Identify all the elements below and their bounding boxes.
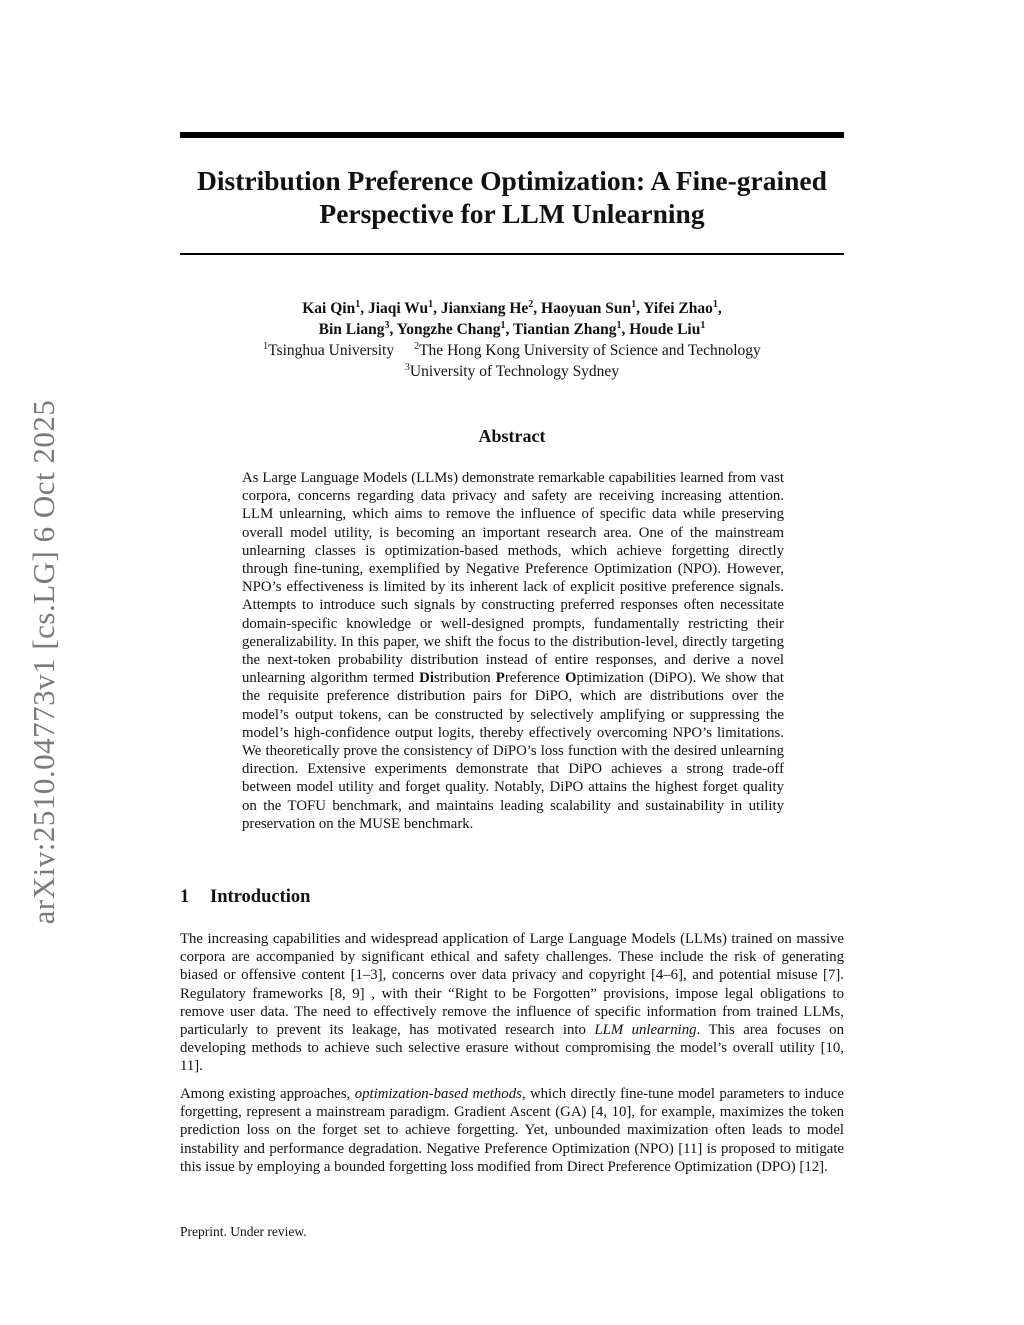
affiliation-name: Tsinghua University	[268, 342, 395, 359]
title-bottom-rule	[180, 253, 844, 255]
author-name: Kai Qin	[302, 300, 356, 317]
author-name: Yongzhe Chang	[396, 321, 501, 338]
author-affiliation-mark: 1	[500, 319, 506, 331]
author-name: Tiantian Zhang	[513, 321, 617, 338]
affiliation-number: 2	[414, 340, 420, 352]
preprint-footer: Preprint. Under review.	[180, 1224, 307, 1239]
method-name-part: stribution	[433, 670, 496, 687]
author-affiliation-mark: 1	[428, 298, 434, 310]
paper-title: Distribution Preference Optimization: A Fine-grained Perspective for LLM Unlearning	[197, 165, 827, 229]
affiliation-number: 1	[263, 340, 269, 352]
affiliation-number: 3	[404, 361, 410, 373]
intro-paragraph	[180, 930, 844, 1076]
author-affiliation-mark: 1	[700, 319, 706, 331]
method-name-initial: Di	[419, 670, 434, 687]
paragraph-text: . This area focuses on developing methods to achieve such selective erasure without compromising the model’s overall utility [10, 11].	[180, 1022, 844, 1075]
paragraph-text: , which directly fine-tune model parameters to induce forgetting, represent a mainstream paradigm. Gradient Ascent (GA) [4, 10], for example, maximizes the token prediction loss on the forget set to achieve forgetting. Yet, unbounded maximization often leads to model instability and performance degradation. Negative Preference Optimization (NPO) [11] is proposed to mitigate this issue by employing a bounded forgetting loss modified from Direct Preference Optimization (DPO) [12].	[180, 1086, 844, 1175]
arxiv-identifier-stamp: arXiv:2510.04773v1 [cs.LG] 6 Oct 2025	[26, 399, 61, 925]
section-heading-introduction	[180, 887, 310, 908]
author-name: Haoyuan Sun	[541, 300, 632, 317]
author-name: Jiaqi Wu	[367, 300, 429, 317]
affiliation-list	[180, 340, 844, 382]
abstract-text-part: (DiPO). We show that the requisite preference distribution pairs for DiPO, which are distributions over the model’s output tokens, can be constructed by selectively amplifying or suppressing the model’s high-confidence output logits, thereby effectively overcoming NPO’s limitations. We theoretically prove the consistency of DiPO’s loss function with the desired unlearning direction. Extensive experiments demonstrate that DiPO achieves a strong trade-off between model utility and forget quality. Notably, DiPO attains the highest forget quality on the TOFU benchmark, and maintains leading scalability and sustainability in utility preservation on the MUSE benchmark.	[242, 670, 784, 832]
abstract-text	[242, 469, 784, 833]
author-name: Jianxiang He	[440, 300, 529, 317]
emphasized-term: LLM unlearning	[594, 1022, 697, 1039]
method-name-part: ptimization	[576, 670, 644, 687]
author-name: Bin Liang	[318, 321, 385, 338]
author-affiliation-mark: 2	[528, 298, 534, 310]
author-block	[180, 298, 844, 382]
author-list: Kai Qin$^1$, Jiaqi Wu$^1$, Jianxiang He$^2$, Haoyuan Sun$^1$, Yifei Zhao$^1$, Bin Liang$^3$, Yongzhe Chang$^1$, Tiantian Zhang$^1$, Houde Liu$^1$	[302, 298, 722, 338]
author-name: Yifei Zhao	[643, 300, 713, 317]
author-affiliation-mark: 3	[384, 319, 390, 331]
author-affiliation-mark: 1	[712, 298, 718, 310]
section-title: Introduction	[210, 887, 311, 907]
affiliation-name: University of Technology Sydney	[409, 363, 620, 380]
abstract-text-part: As Large Language Models (LLMs) demonstrate remarkable capabilities learned from vast corpora, concerns regarding data privacy and safety are receiving increasing attention. LLM unlearning, which aims to remove the influence of specific data while preserving overall model utility, is becoming an important research area. One of the mainstream unlearning classes is optimization-based methods, which achieve forgetting directly through fine-tuning, exemplified by Negative Preference Optimization (NPO). However, NPO’s effectiveness is limited by its inherent lack of explicit positive preference signals. Attempts to introduce such signals by constructing preferred responses often necessitate domain-specific knowledge or well-designed prompts, fundamentally restricting their generalizability. In this paper, we shift the focus to the distribution-level, directly targeting the next-token probability distribution instead of entire responses, and derive a novel unlearning algorithm termed	[242, 470, 784, 687]
method-name-part: reference	[504, 670, 565, 687]
author-affiliation-mark: 1	[616, 319, 622, 331]
method-name-initial: O	[564, 670, 577, 687]
intro-paragraph	[180, 1085, 844, 1176]
abstract-heading: Abstract	[478, 426, 546, 446]
author-name: Houde Liu	[629, 321, 701, 338]
author-affiliation-mark: 1	[631, 298, 637, 310]
title-top-rule	[180, 132, 844, 138]
author-affiliation-mark: 1	[355, 298, 361, 310]
section-number: 1	[180, 887, 190, 907]
paragraph-text: Among existing approaches,	[180, 1086, 355, 1102]
paragraph-text: The increasing capabilities and widespread application of Large Language Models (LLMs) trained on massive corpora are accompanied by significant ethical and safety challenges. These include the risk of generating biased or offensive content [1–3], concerns over data privacy and copyright [4–6], and potential misuse [7]. Regulatory frameworks [8, 9] , with their “Right to be Forgotten” provisions, impose legal obligations to remove user data. The need to effectively remove the influence of specific information from trained LLMs, particularly to prevent its leakage, has motivated research into	[180, 931, 844, 1039]
method-name-initial: P	[495, 670, 505, 687]
affiliation-name: The Hong Kong University of Science and Technology	[419, 342, 761, 359]
emphasized-term: optimization-based methods	[354, 1086, 522, 1102]
